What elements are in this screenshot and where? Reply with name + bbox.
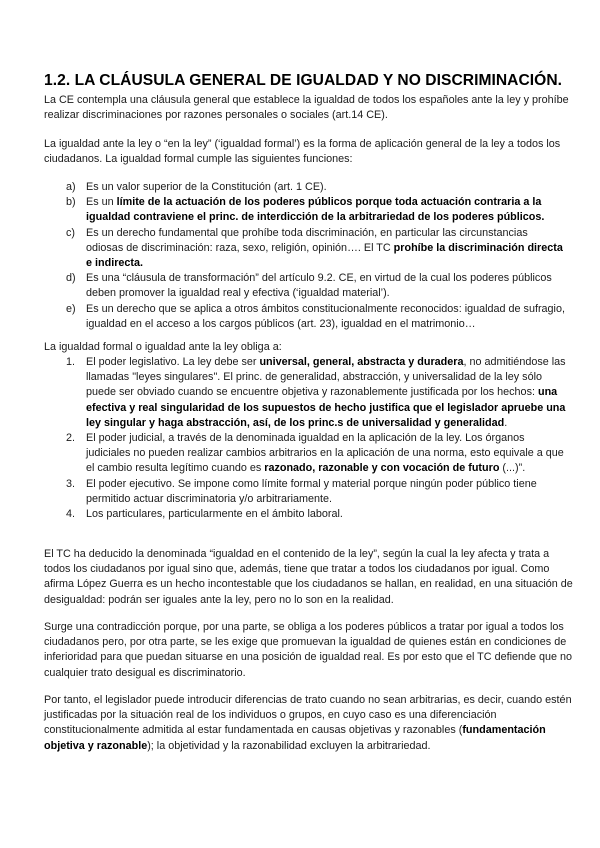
list-item-bold-text: límite de la actuación de los poderes públicos porque toda actuación contraria a la igualdad contraviene el princ. de interdicción de la arbitrariedad de los poderes públicos. bbox=[86, 196, 545, 224]
list-item-text: Es un valor superior de la Constitución (art. 1 CE). bbox=[86, 181, 327, 193]
list-marker: b) bbox=[66, 196, 76, 209]
formal-equality-paragraph bbox=[44, 137, 574, 167]
list-item bbox=[66, 477, 566, 507]
list-item-text: El poder judicial, a través de la denominada igualdad en la aplicación de la ley. Los órganos judiciales no pueden realizar cambios arbitrarios en la aplicación de una norma, esto equivale a que el cambio resulta legítimo cuando es bbox=[86, 432, 564, 475]
list-marker: 1. bbox=[66, 356, 76, 368]
conclusion-text bbox=[44, 693, 574, 754]
intro-paragraph bbox=[44, 93, 574, 123]
obligations-intro-text: La igualdad formal o igualdad ante la ley obliga a: bbox=[44, 341, 282, 353]
functions-list bbox=[66, 180, 566, 332]
list-item-text: , no admitiéndose las llamadas "leyes singulares". El princ. de generalidad, abstracción, y universalidad de la ley sólo puede ser obviado cuando se encuentre objetiva y razonablemente justificada por los hechos: bbox=[86, 356, 566, 399]
contradiction-paragraph bbox=[44, 620, 574, 681]
list-item-text: El poder ejecutivo. Se impone como límite formal y material porque ningún poder público tiene permitido actuar discriminatoria y/o arbitrariamente. bbox=[86, 477, 537, 505]
list-marker: c) bbox=[66, 226, 75, 239]
list-item-bold-text: razonado, razonable y con vocación de futuro bbox=[264, 462, 500, 475]
intro-text: La CE contempla una cláusula general que establece la igualdad de todos los españoles ante la ley y prohíbe realizar discriminaciones por razones personales o sociales (art.14 CE). bbox=[44, 94, 569, 122]
list-item-bold-text: prohíbe la discriminación directa e indirecta. bbox=[86, 241, 563, 270]
list-marker: e) bbox=[66, 302, 76, 315]
list-item bbox=[66, 271, 566, 301]
list-item-text: El poder legislativo. La ley debe ser bbox=[86, 356, 260, 368]
list-item bbox=[66, 507, 566, 522]
list-item-bold-text: una efectiva y real singularidad de los supuestos de hecho justifica que el legislador apruebe una ley singular y haga abstracción, así, de los princ.s de universalidad y generalidad bbox=[86, 386, 566, 429]
obligations-list bbox=[66, 355, 566, 522]
list-item-bold-text: universal, general, abstracta y duradera bbox=[259, 356, 464, 368]
conclusion-text-part: Por tanto, el legislador puede introducir diferencias de trato cuando no sean arbitrarias, es decir, cuando estén justificadas por la situación real de los individuos o grupos, en cuyo caso es una diferenciación constitucionalmente admitida al estar fundamentada en causas objetivas y razonables ( bbox=[44, 694, 572, 737]
list-item bbox=[66, 302, 566, 332]
list-marker: 2. bbox=[66, 432, 76, 445]
list-item bbox=[66, 195, 566, 225]
conclusion-paragraph bbox=[44, 693, 574, 754]
list-marker: 3. bbox=[66, 477, 76, 490]
list-item-text: . bbox=[504, 416, 508, 429]
list-item-text: Es un bbox=[86, 196, 117, 209]
list-item-text: Los particulares, particularmente en el ámbito laboral. bbox=[86, 508, 343, 521]
list-item bbox=[66, 355, 566, 431]
list-item bbox=[66, 226, 566, 272]
conclusion-text-part: ); la objetividad y la razonabilidad excluyen la arbitrariedad. bbox=[147, 739, 431, 752]
list-marker: 4. bbox=[66, 508, 76, 521]
list-item bbox=[66, 180, 566, 195]
list-item bbox=[66, 431, 566, 477]
formal-equality-text: La igualdad ante la ley o “en la ley” (‘igualdad formal’) es la forma de aplicación general de la ley a todos los ciudadanos. La igualdad formal cumple las siguientes funciones: bbox=[44, 138, 561, 166]
tc-paragraph-text: El TC ha deducido la denominada “igualdad en el contenido de la ley”, según la cual la ley afecta y trata a todos los ciudadanos por igual sino que, además, tiene que tratar a todos los ciudadanos por igual. Como afirma López Guerra es un hecho incontestable que los ciudadanos se hallan, en realidad, en una situación de desigualdad: podrán ser iguales ante la ley, pero no lo son en la realidad. bbox=[44, 548, 573, 606]
section-title: 1.2. LA CLÁUSULA GENERAL DE IGUALDAD Y NO DISCRIMINACIÓN. bbox=[44, 72, 563, 89]
list-item-text: Es una “cláusula de transformación” del artículo 9.2. CE, en virtud de la cual los poderes públicos deben promover la igualdad real y efectiva (‘igualdad material’). bbox=[86, 272, 552, 300]
contradiction-text: Surge una contradicción porque, por una parte, se obliga a los poderes públicos a tratar por igual a todos los ciudadanos pero, por otra parte, se les exige que promuevan la igualdad de quienes están en condiciones de inferioridad para que puedan situarse en una posición de igualdad real. Es por esto que el TC defiende que no cualquier trato desigual es discriminatorio. bbox=[44, 621, 573, 679]
conclusion-bold-text: fundamentación objetiva y razonable bbox=[44, 724, 546, 752]
list-item-text: Es un derecho que se aplica a otros ámbitos constitucionalmente reconocidos: igualdad de sufragio, igualdad en el acceso a los cargos públicos (art. 23), igualdad en el matrimonio… bbox=[86, 302, 565, 330]
list-item-text: (...)”. bbox=[499, 462, 526, 475]
list-marker: d) bbox=[66, 272, 76, 285]
tc-paragraph bbox=[44, 547, 574, 608]
obligations-intro bbox=[44, 340, 574, 355]
list-item-text: Es un derecho fundamental que prohíbe toda discriminación, en particular las circunstancias odiosas de discriminación: raza, sexo, religión, opinión…. El TC bbox=[86, 226, 528, 254]
list-marker: a) bbox=[66, 181, 76, 193]
